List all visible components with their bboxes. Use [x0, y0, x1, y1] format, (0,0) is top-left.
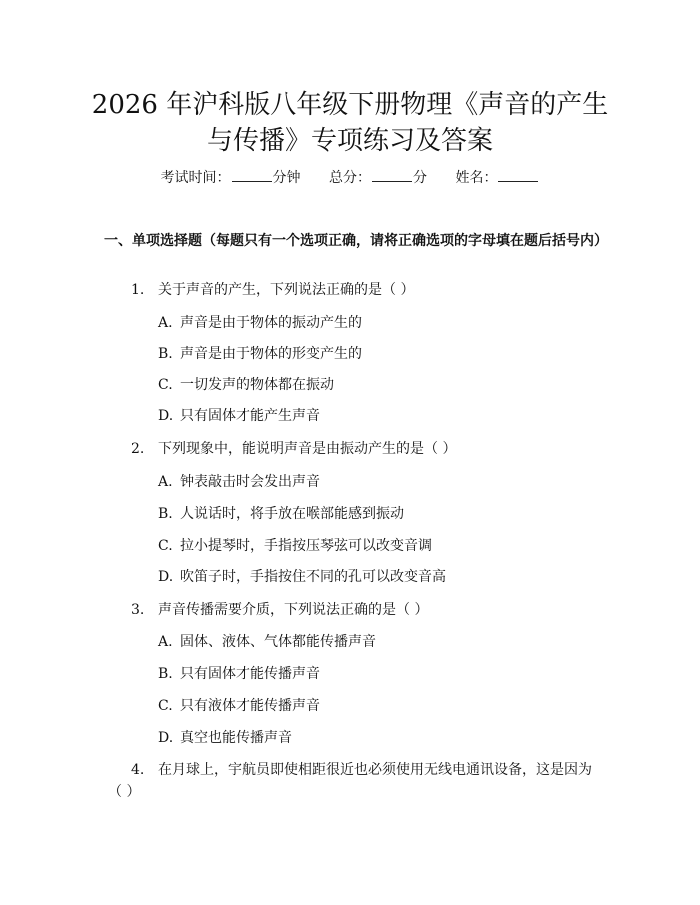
question-1	[131, 280, 414, 300]
student-name-label: 姓名：	[455, 170, 498, 186]
question-number: 1.	[131, 282, 145, 298]
total-score-field	[329, 167, 427, 188]
option-letter: C.	[158, 377, 173, 393]
question-text: 下列现象中，能说明声音是由振动产生的是（ ）	[158, 441, 457, 457]
question-4	[131, 760, 592, 780]
option-text: 钟表敲击时会发出声音	[180, 474, 320, 490]
option-text: 拉小提琴时，手指按压琴弦可以改变音调	[180, 538, 432, 554]
question-4-continuation: （ ）	[108, 784, 141, 800]
question-3	[131, 600, 428, 620]
option-text: 吹笛子时，手指按住不同的孔可以改变音高	[180, 569, 446, 585]
question-1-option-b	[158, 344, 362, 364]
option-letter: A.	[158, 634, 173, 650]
option-letter: D.	[158, 408, 174, 424]
question-3-option-a	[158, 632, 376, 652]
option-text: 人说话时，将手放在喉部能感到振动	[180, 506, 404, 522]
question-number: 2.	[131, 441, 145, 457]
option-text: 固体、液体、气体都能传播声音	[180, 634, 376, 650]
question-1-option-a	[158, 313, 362, 333]
option-letter: D.	[158, 730, 174, 746]
option-letter: A.	[158, 474, 173, 490]
student-name-field	[455, 167, 539, 188]
question-text: 关于声音的产生，下列说法正确的是（ ）	[158, 282, 415, 298]
question-number: 4.	[131, 762, 145, 778]
question-1-option-d	[158, 406, 320, 426]
exam-time-label: 考试时间：	[160, 170, 231, 186]
option-text: 一切发声的物体都在振动	[180, 377, 334, 393]
document-title-line-1: 2026 年沪科版八年级下册物理《声音的产生	[91, 90, 609, 120]
question-2-option-a	[158, 472, 320, 492]
option-letter: C.	[158, 538, 173, 554]
total-score-label: 总分：	[329, 170, 371, 186]
exam-info-row	[0, 167, 700, 188]
question-2-option-b	[158, 504, 404, 524]
question-2-option-d	[158, 567, 446, 587]
option-text: 只有液体才能传播声音	[180, 698, 320, 714]
document-title-line-2: 与传播》专项练习及答案	[206, 126, 493, 156]
question-number: 3.	[131, 602, 145, 618]
option-text: 只有固体才能产生声音	[180, 408, 320, 424]
option-letter: A.	[158, 315, 173, 331]
question-3-option-c	[158, 696, 320, 716]
question-3-option-d	[158, 728, 292, 748]
option-text: 只有固体才能传播声音	[180, 666, 320, 682]
section-1-title: 一、单项选择题（每题只有一个选项正确，请将正确选项的字母填在题后括号内）	[104, 233, 608, 249]
option-text: 真空也能传播声音	[180, 730, 292, 746]
student-name-blank	[498, 167, 538, 182]
option-letter: B.	[158, 666, 173, 682]
option-letter: D.	[158, 569, 174, 585]
exam-time-field	[161, 167, 301, 188]
question-text: 声音传播需要介质，下列说法正确的是（ ）	[158, 602, 429, 618]
question-2-option-c	[158, 536, 432, 556]
option-letter: C.	[158, 698, 173, 714]
question-2	[131, 439, 456, 459]
question-3-option-b	[158, 664, 320, 684]
option-letter: B.	[158, 346, 173, 362]
question-text: 在月球上，宇航员即使相距很近也必须使用无线电通讯设备，这是因为	[158, 762, 592, 778]
exam-time-blank	[232, 167, 272, 182]
total-score-unit: 分	[413, 170, 427, 186]
total-score-blank	[372, 167, 412, 182]
option-letter: B.	[158, 506, 173, 522]
question-1-option-c	[158, 375, 334, 395]
option-text: 声音是由于物体的形变产生的	[180, 346, 362, 362]
exam-time-unit: 分钟	[272, 170, 301, 186]
option-text: 声音是由于物体的振动产生的	[180, 315, 362, 331]
